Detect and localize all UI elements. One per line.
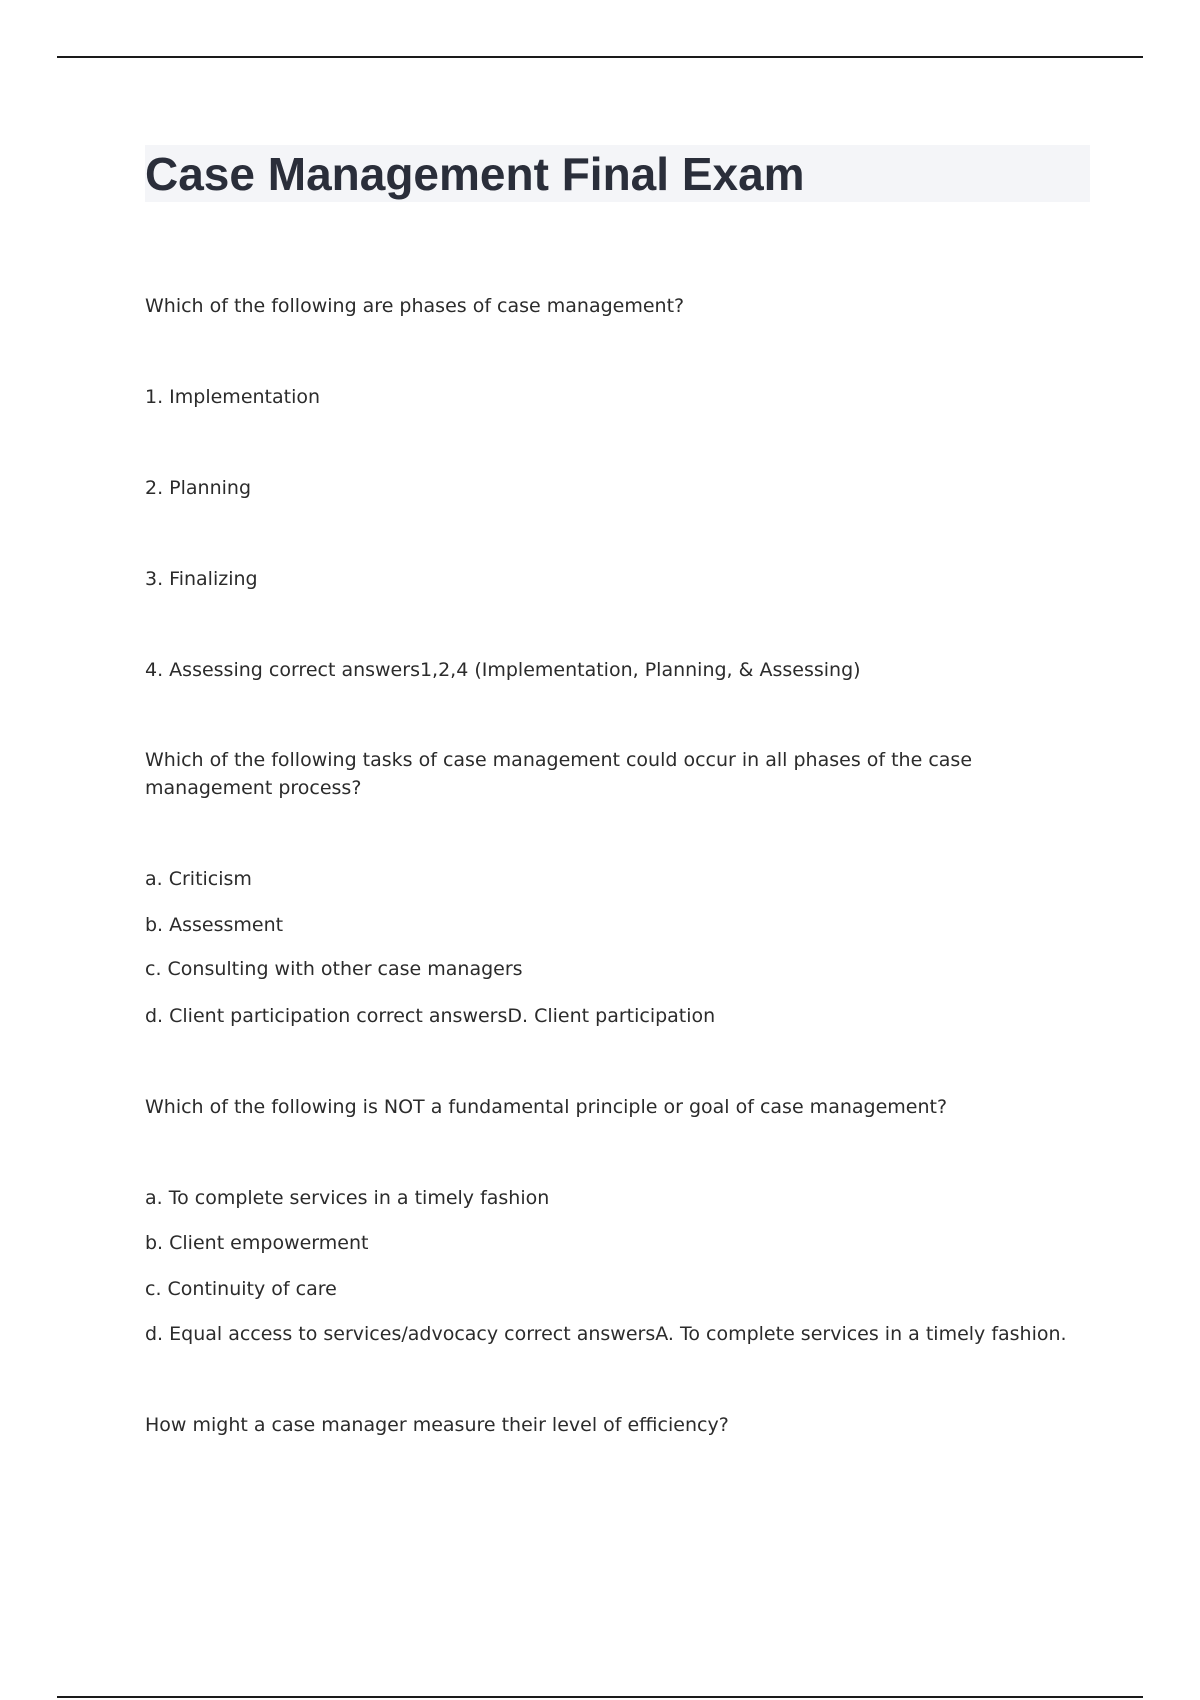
page-title: Case Management Final Exam: [145, 148, 805, 200]
question-3-option-a: a. To complete services in a timely fashion: [145, 1187, 550, 1209]
question-4-prompt: How might a case manager measure their level of efficiency?: [145, 1414, 729, 1436]
bottom-rule: [57, 1696, 1143, 1698]
question-1-option-4-with-answer: 4. Assessing correct answers1,2,4 (Implementation, Planning, & Assessing): [145, 659, 861, 681]
question-1-option-3: 3. Finalizing: [145, 568, 258, 590]
top-rule: [57, 56, 1143, 58]
question-2-option-d-with-answer: d. Client participation correct answersD. Client participation: [145, 1005, 716, 1027]
question-2-option-c: c. Consulting with other case managers: [145, 958, 523, 980]
question-3-prompt: Which of the following is NOT a fundamental principle or goal of case management?: [145, 1096, 948, 1118]
title-block: [145, 145, 1090, 202]
question-1-option-1: 1. Implementation: [145, 386, 321, 408]
question-3-option-b: b. Client empowerment: [145, 1232, 369, 1254]
question-1-option-2: 2. Planning: [145, 477, 252, 499]
question-2-option-b: b. Assessment: [145, 914, 284, 936]
question-3-option-c: c. Continuity of care: [145, 1278, 337, 1300]
question-3-option-d-with-answer: d. Equal access to services/advocacy correct answersA. To complete services in a timely fashion.: [145, 1323, 1067, 1345]
question-2-prompt: Which of the following tasks of case management could occur in all phases of the case management process?: [145, 749, 973, 799]
question-1-prompt: Which of the following are phases of case management?: [145, 295, 685, 317]
question-2-option-a: a. Criticism: [145, 868, 252, 890]
